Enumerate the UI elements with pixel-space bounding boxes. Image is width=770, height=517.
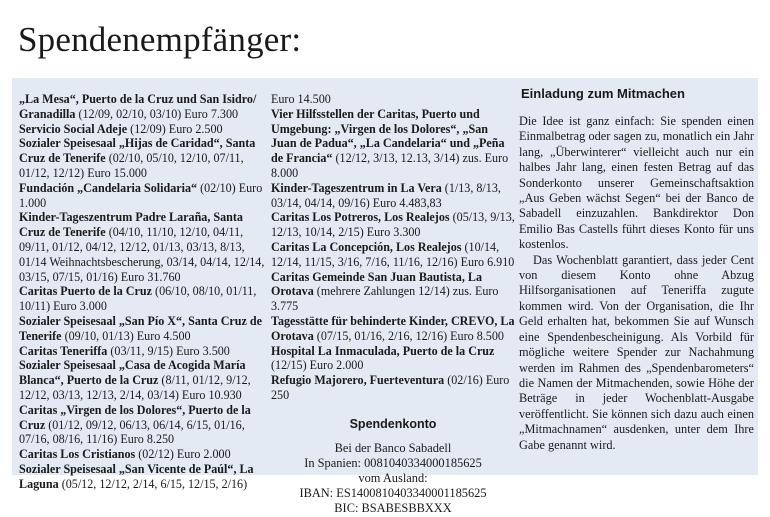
abroad-label: vom Ausland: xyxy=(358,470,428,485)
recipient-entry: Caritas Los Potreros, Los Realejos (05/13, 9/13, 12/13, 10/14, 2/15) Euro 3.300 xyxy=(271,210,515,240)
recipient-entry: Caritas La Concepción, Los Realejos (10/14, 12/14, 11/15, 3/16, 7/16, 11/16, 12/16) Euro 6.910 xyxy=(271,239,515,269)
recipient-entry: Euro 14.500 xyxy=(271,92,331,106)
iban: IBAN: ES1400810403340001185625 xyxy=(299,486,487,501)
bic: BIC: BSABESBBXXX xyxy=(334,501,452,516)
recipient-entry: Vier Hilfsstellen der Caritas, Puerto und Umgebung: „Virgen de los Dolores“, „San Juan de Padua“, „La Candelaria“ und „Peña de Francia“ (12/12, 3/13, 12.13, 3/14) zus. Euro 8.000 xyxy=(271,106,509,180)
recipient-entry: Sozialer Speisesaal „San Pío X“, Santa Cruz de Tenerife (09/10, 01/13) Euro 4.500 xyxy=(19,313,263,343)
recipient-entry: Servicio Social Adeje (12/09) Euro 2.500 xyxy=(19,121,223,136)
recipients-column-1 xyxy=(19,92,271,492)
recipient-entry: Caritas Gemeinde San Juan Bautista, La Orotava (mehrere Zahlungen 12/14) zus. Euro 3.775 xyxy=(271,269,499,314)
recipient-entry: Tagesstätte für behinderte Kinder, CREVO, La Orotava (07/15, 01/16, 2/16, 12/16) Euro 8.500 xyxy=(271,313,515,343)
page-title: Spendenempfänger: xyxy=(18,20,302,59)
recipient-entry: Sozialer Speisesaal „Casa de Acogida María Blanca“, Puerto de la Cruz (8/11, 01/12, 9/12, 12/12, 03/13, 12/13, 2/14, 03/14) Euro 10.930 xyxy=(19,358,251,402)
invitation-paragraph-1: Die Idee ist ganz einfach: Sie spenden einen Einmalbetrag oder sagen zu, monatlich ein Jahr lang, „Überwinterer“ vielleicht auch nur ein halbes Jahr lang, einen festen Betrag auf das Sonderkonto unserer Gemeinschaftsaktion „Aus Geben wächst Segen“ bei der Banco de Sabadell einzuzahlen. Bankdirektor Don Emilio Bas Castells führt dieses Konto für uns kostenlos. xyxy=(519,114,754,252)
recipient-entry: Kinder-Tageszentrum in La Vera (1/13, 8/13, 03/14, 04/14, 09/16) Euro 4.483,83 xyxy=(271,180,501,210)
recipient-entry: Caritas Los Cristianos (02/12) Euro 2.000 xyxy=(19,447,231,462)
invitation-column xyxy=(519,86,754,453)
invitation-heading: Einladung zum Mitmachen xyxy=(521,86,685,101)
recipient-entry: Caritas Puerto de la Cruz (06/10, 08/10, 01/11, 10/11) Euro 3.000 xyxy=(19,284,257,314)
recipient-entry: Kinder-Tageszentrum Padre Laraña, Santa Cruz de Tenerife (04/10, 11/10, 12/10, 04/11, 09/11, 01/12, 04/12, 12/12, 01/13, 03/13, 8/13, 01/14 Weihnachtsbescherung, 03/14, 04/14, 12/14, 03/15, 07/15, 01/16) Euro 31.760 xyxy=(19,210,265,284)
domestic-account-number: In Spanien: 0081040334000185625 xyxy=(304,455,482,470)
bank-account-heading: Spendenkonto xyxy=(349,416,437,431)
recipient-entry: Fundación „Candelaria Solidaria“ (02/10) Euro 1.000 xyxy=(19,180,263,210)
bank-name: Bei der Banco Sabadell xyxy=(334,440,452,455)
recipient-entry: Refugio Majorero, Fuerteventura (02/16) Euro 250 xyxy=(271,373,510,402)
recipient-entry: Caritas „Virgen de los Dolores“, Puerto de la Cruz (01/12, 09/12, 06/13, 06/14, 6/15, 01/16, 07/16, 08/16, 11/16) Euro 8.250 xyxy=(19,402,251,447)
recipient-entry: Hospital La Inmaculada, Puerto de la Cruz (12/15) Euro 2.000 xyxy=(271,343,495,373)
recipient-entry: Sozialer Speisesaal „San Vicente de Paúl“, La Laguna (05/12, 12/12, 2/14, 6/15, 12/15, 2/16) xyxy=(19,461,254,491)
recipient-entry: „La Mesa“, Puerto de la Cruz und San Isidro/ Granadilla (12/09, 02/10, 03/10) Euro 7.300 xyxy=(19,92,257,121)
recipients-column-2 xyxy=(271,92,515,517)
recipient-entry: Caritas Teneriffa (03/11, 9/15) Euro 3.500 xyxy=(19,343,230,358)
recipient-entry: Sozialer Speisesaal „Hijas de Caridad“, Santa Cruz de Tenerife (02/10, 05/10, 12/10, 07/11, 01/12, 12/12) Euro 15.000 xyxy=(19,136,256,180)
bank-account-box xyxy=(271,417,515,517)
invitation-paragraph-2: Das Wochenblatt garantiert, dass jeder Cent von diesem Konto ohne Abzug Hilfsorganisationen auf Teneriffa zugute kommen wird. Von der Organisation, die Ihr Geld erhalten hat, bekommen Sie auf Wunsch eine Spendenbescheinigung. Als Vorbild für mögliche weitere Spender zur Nachahmung werden im Rahmen des „Spendenbarometers“ die Namen der Mitmachenden, sowie Höhe der Beträge in jeder Wochenblatt-Ausgabe veröffentlicht. Sie können sich dazu auch einen „Mitmachnamen“ ausdenken, unter dem Ihre Gabe genannt wird. xyxy=(519,252,754,452)
donation-panel xyxy=(12,78,758,516)
